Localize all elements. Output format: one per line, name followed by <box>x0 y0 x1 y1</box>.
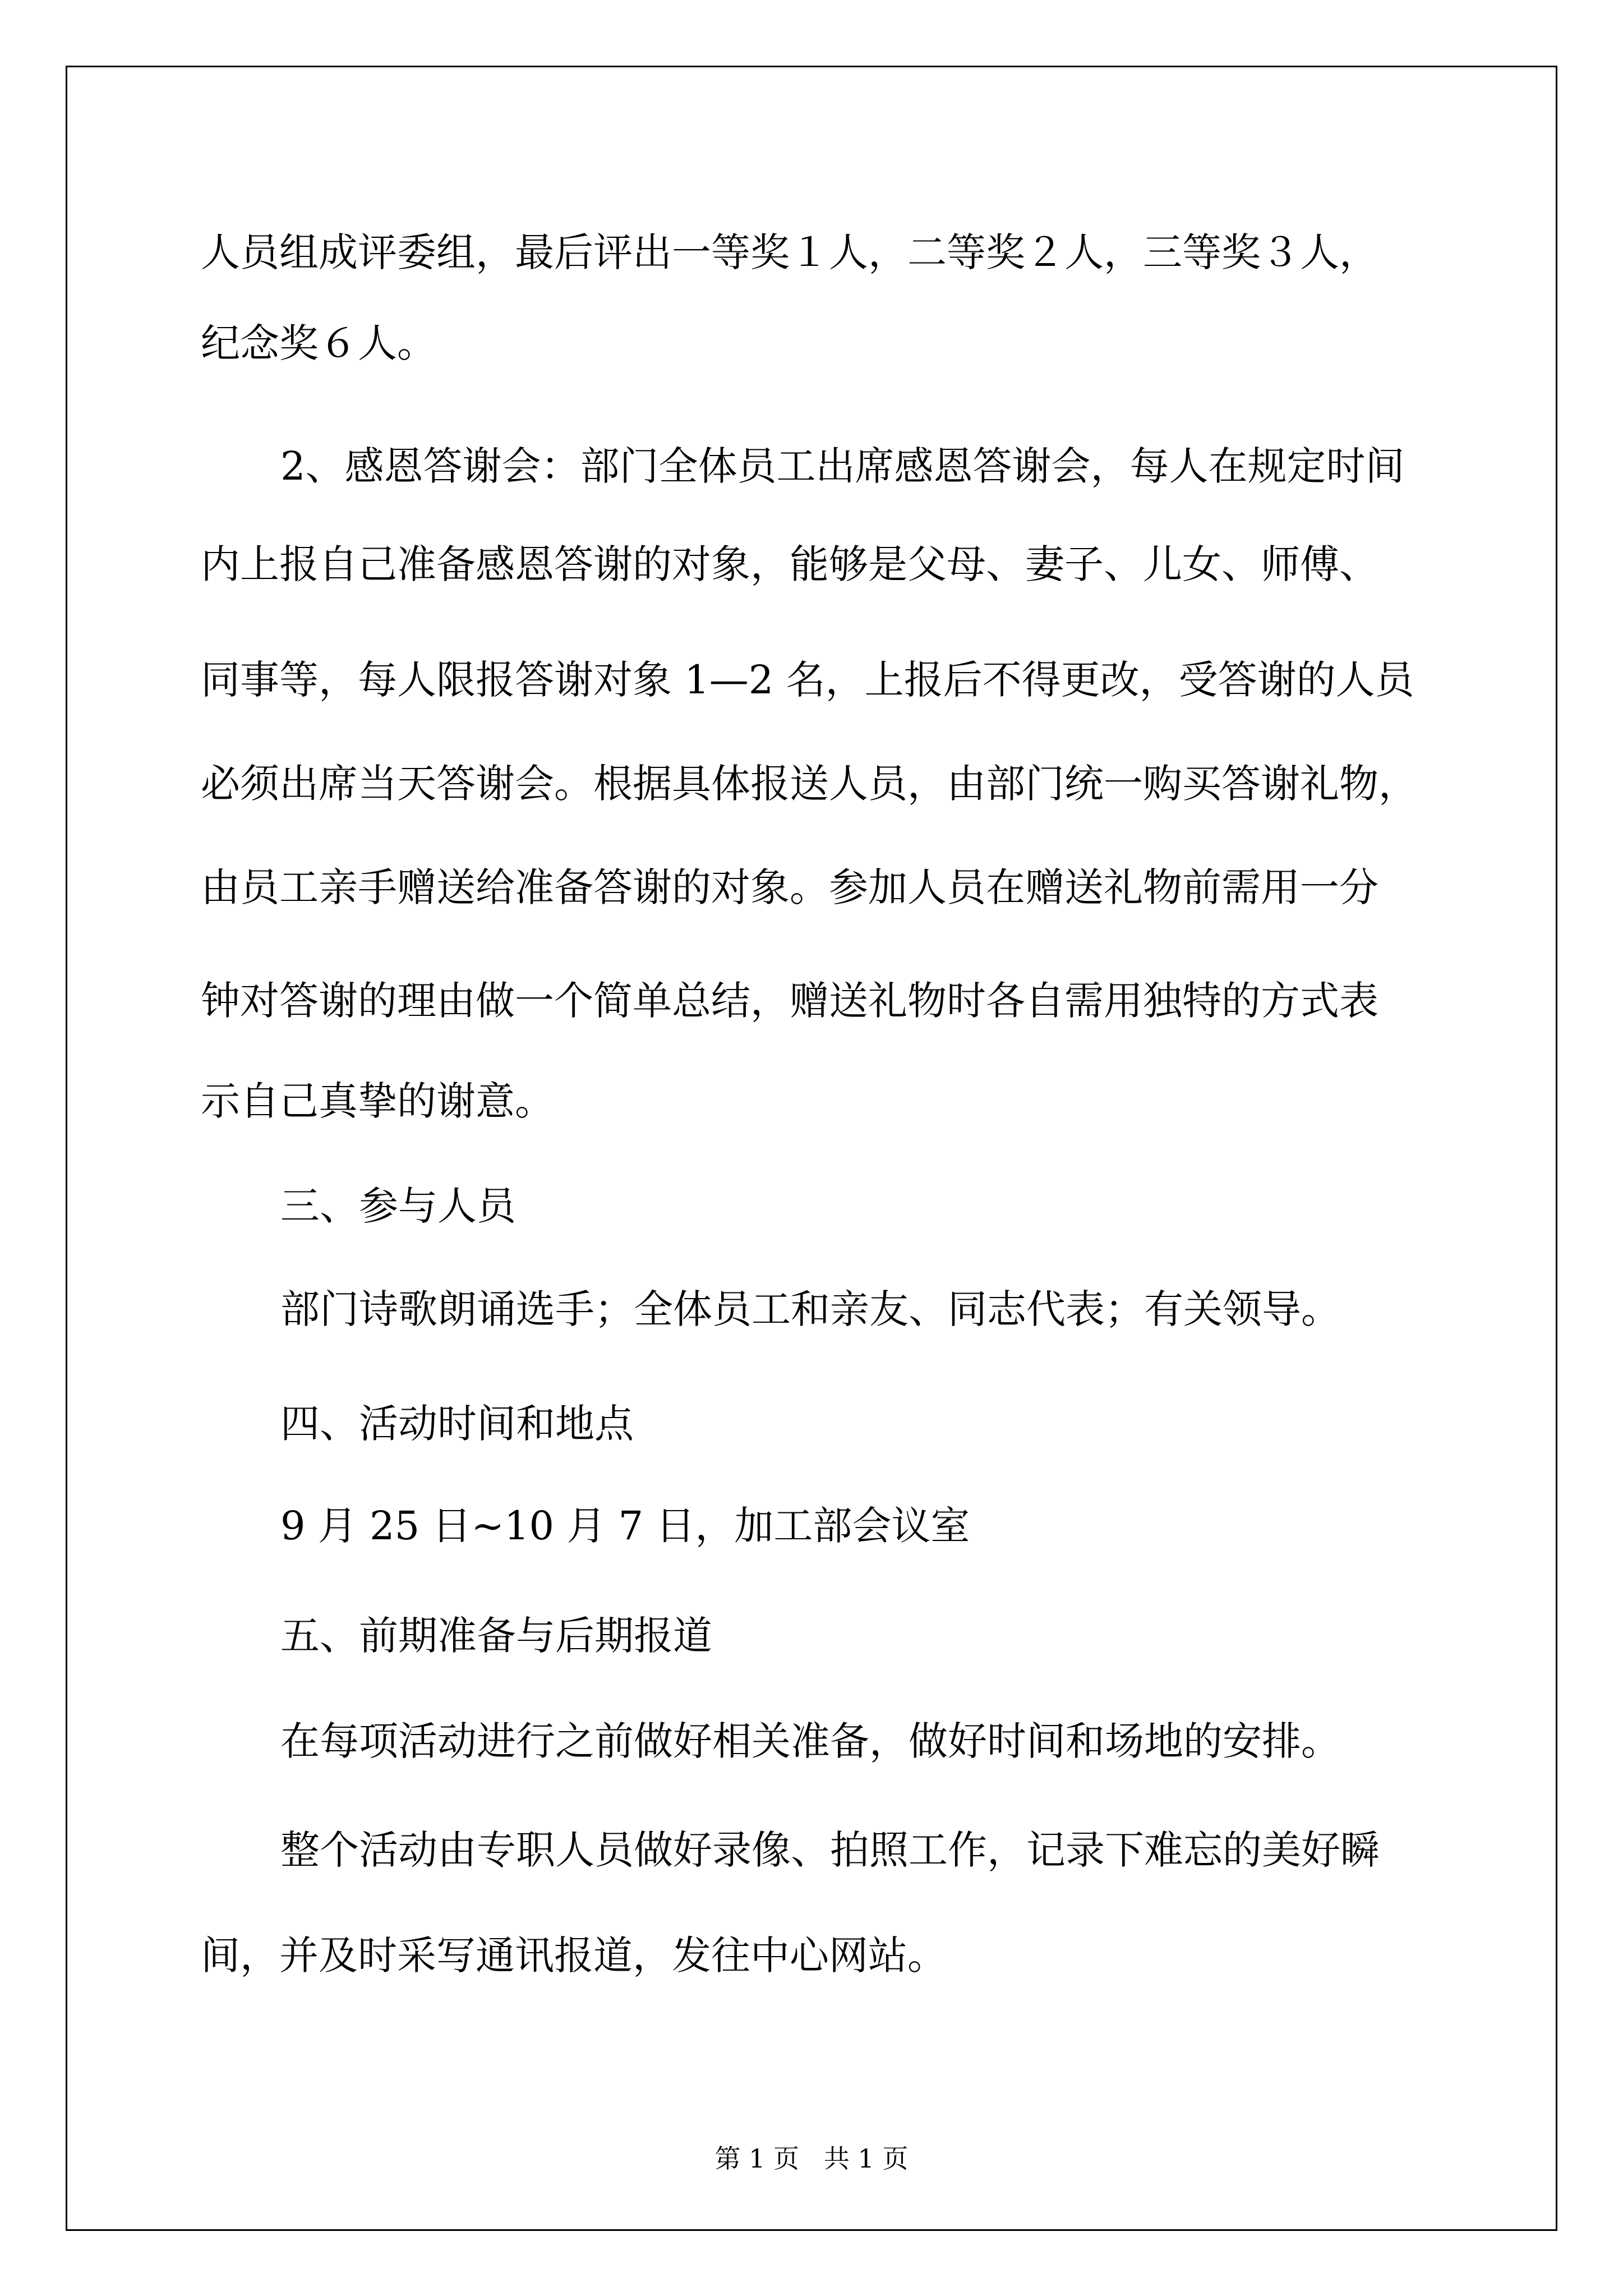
paragraph-line-11: 部门诗歌朗诵选手；全体员工和亲友、同志代表；有关领导。 <box>280 1286 1340 1332</box>
paragraph-line-5: 同事等，每人限报答谢对象 1—2 名，上报后不得更改，受答谢的人员 <box>201 657 1414 703</box>
paragraph-line-15: 在每项活动进行之前做好相关准备，做好时间和场地的安排。 <box>280 1718 1340 1764</box>
paragraph-line-16: 整个活动由专职人员做好录像、拍照工作，记录下难忘的美好瞬 <box>280 1827 1380 1873</box>
section-heading-4: 四、活动时间和地点 <box>280 1401 634 1447</box>
paragraph-line-7: 由员工亲手赠送给准备答谢的对象。参加人员在赠送礼物前需用一分 <box>201 864 1378 910</box>
paragraph-line-1: 人员组成评委组，最后评出一等奖１人，二等奖２人，三等奖３人， <box>201 229 1378 275</box>
paragraph-line-6: 必须出席当天答谢会。根据具体报送人员，由部门统一购买答谢礼物， <box>201 761 1418 807</box>
paragraph-line-4: 内上报自己准备感恩答谢的对象，能够是父母、妻子、儿女、师傅、 <box>201 541 1378 587</box>
section-heading-3: 三、参与人员 <box>280 1183 516 1229</box>
page-border <box>66 66 1557 2231</box>
paragraph-line-13: 9 月 25 日~10 月 7 日，加工部会议室 <box>280 1503 970 1549</box>
section-heading-5: 五、前期准备与后期报道 <box>280 1613 712 1659</box>
page-number-footer: 第 1 页 共 1 页 <box>714 2143 909 2174</box>
paragraph-line-3: 2、感恩答谢会：部门全体员工出席感恩答谢会，每人在规定时间 <box>280 443 1405 489</box>
paragraph-line-8: 钟对答谢的理由做一个简单总结，赠送礼物时各自需用独特的方式表 <box>201 978 1378 1024</box>
paragraph-line-2: 纪念奖６人。 <box>201 320 436 366</box>
paragraph-line-17: 间，并及时采写通讯报道，发往中心网站。 <box>201 1932 947 1978</box>
paragraph-line-9: 示自己真挚的谢意。 <box>201 1078 554 1124</box>
